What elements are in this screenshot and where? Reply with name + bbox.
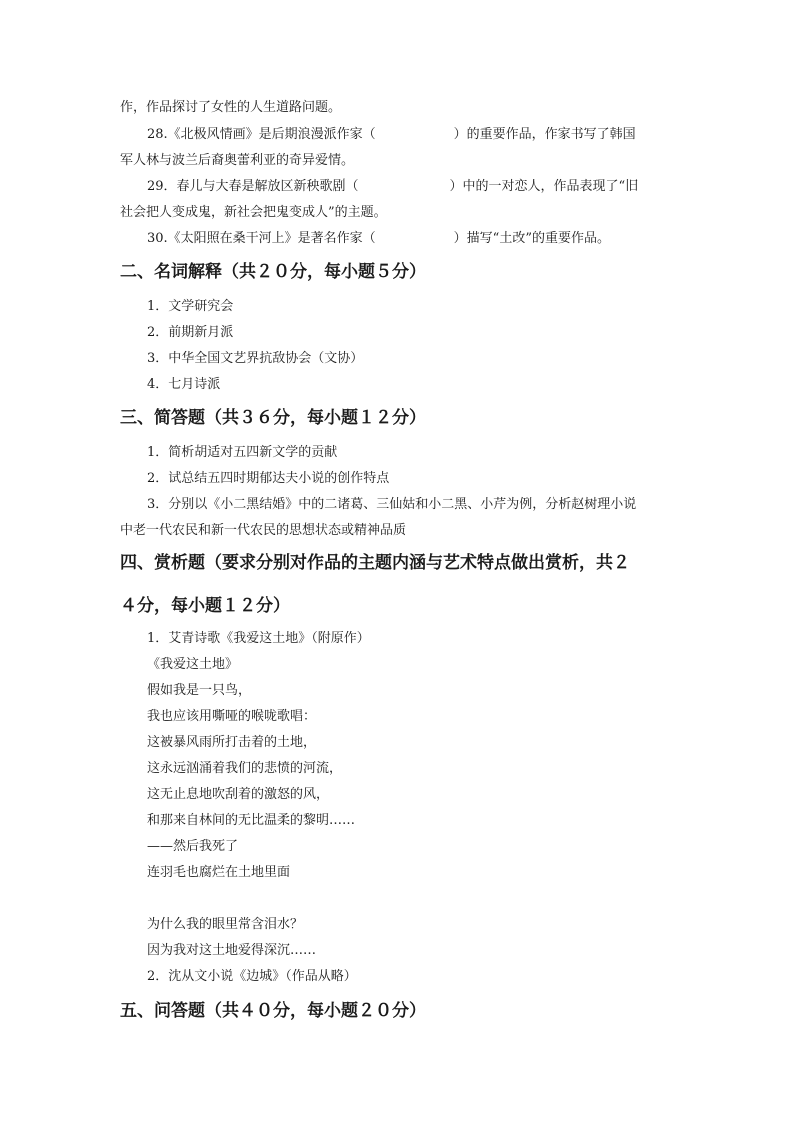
short-answer-item-3-cont: 中老一代农民和新一代农民的思想状态或精神品质 [120, 523, 407, 538]
poem-line-2: 我也应该用嘶哑的喉咙歌唱： [147, 709, 317, 724]
section-heading-short-answer: 三、简答题（共３６分，每小题１２分） [120, 408, 426, 428]
poem-line-10: 因为我对这土地爱得深沉…… [147, 943, 317, 958]
term-item-4: 4．七月诗派 [147, 377, 221, 392]
poem-line-9: 为什么我的眼里常含泪水？ [147, 917, 304, 932]
poem-line-8: 连羽毛也腐烂在土地里面 [147, 865, 291, 880]
term-item-1: 1．文学研究会 [147, 299, 234, 314]
appreciation-item-1: 1．艾青诗歌《我爱这土地》（附原作） [147, 631, 370, 646]
question-28: 28.《北极风情画》是后期浪漫派作家（ ）的重要作品，作家书写了韩国 [147, 127, 636, 142]
question-29: 29．春儿与大春是解放区新秧歌剧（ ）中的一对恋人，作品表现了“旧 [147, 179, 639, 194]
poem-line-7: ——然后我死了 [147, 839, 239, 854]
poem-line-4: 这永远汹涌着我们的悲愤的河流， [147, 761, 343, 776]
appreciation-item-2: 2．沈从文小说《边城》（作品从略） [147, 969, 357, 984]
question-30: 30.《太阳照在桑干河上》是著名作家（ ）描写“土改”的重要作品。 [147, 231, 610, 246]
section-heading-term-explanation: 二、名词解释（共２０分，每小题５分） [120, 262, 426, 282]
term-item-2: 2．前期新月派 [147, 325, 234, 340]
short-answer-item-3: 3．分别以《小二黑结婚》中的二诸葛、三仙姑和小二黑、小芹为例，分析赵树理小说 [147, 497, 637, 512]
short-answer-item-1: 1．简析胡适对五四新文学的贡献 [147, 445, 338, 460]
poem-line-6: 和那来自林间的无比温柔的黎明…… [147, 813, 356, 828]
term-item-3: 3．中华全国文艺界抗敌协会（文协） [147, 351, 364, 366]
poem-line-1: 假如我是一只鸟， [147, 683, 252, 698]
section-heading-essay: 五、问答题（共４０分，每小题２０分） [120, 1001, 426, 1021]
question-28-cont: 军人林与波兰后裔奥蕾利亚的奇异爱情。 [120, 153, 355, 168]
poem-line-5: 这无止息地吹刮着的激怒的风， [147, 787, 330, 802]
section-heading-appreciation-cont: ４分，每小题１２分） [120, 596, 290, 616]
text-line-continuation: 作，作品探讨了女性的人生道路问题。 [120, 100, 342, 115]
poem-line-3: 这被暴风雨所打击着的土地， [147, 735, 317, 750]
section-heading-appreciation: 四、赏析题（要求分别对作品的主题内涵与艺术特点做出赏析，共２ [120, 553, 630, 573]
question-29-cont: 社会把人变成鬼，新社会把鬼变成人”的主题。 [120, 205, 387, 220]
poem-title: 《我爱这土地》 [147, 657, 239, 672]
short-answer-item-2: 2．试总结五四时期郁达夫小说的创作特点 [147, 471, 390, 486]
